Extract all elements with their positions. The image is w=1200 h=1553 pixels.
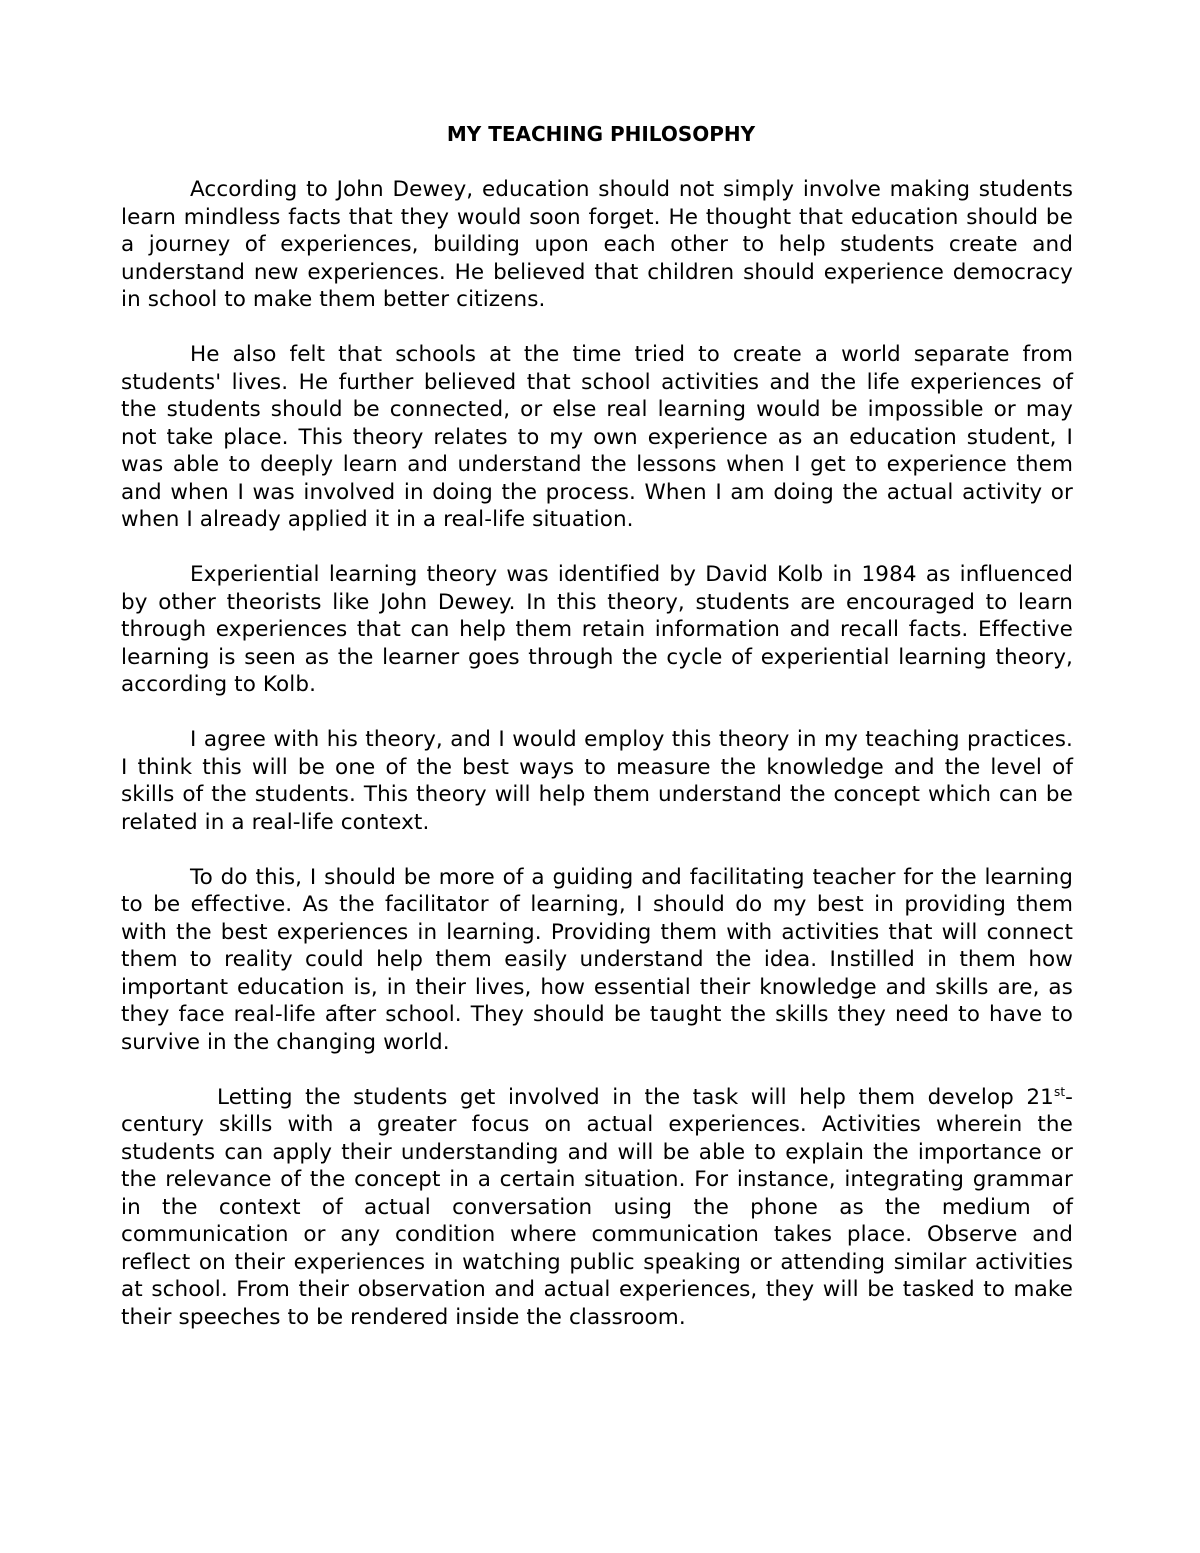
paragraph-2: He also felt that schools at the time tried to create a world separate from students' lives. He further believed that school activities and the life experiences of the students should be connected, or else real learning would be impossible or may not take place. This theory relates to my own experience as an education student, I was able to deeply learn and understand the lessons when I get to experience them and when I was involved in doing the process. When I am doing the actual activity or when I already applied it in a real-life situation. [121, 342, 1073, 532]
paragraph-6-rest: -century skills with a greater focus on actual experiences. Activities wherein the students can apply their understanding and will be able to explain the importance or the relevance of the concept in a certain situation. For instance, integrating grammar in the context of actual conversation using the phone as the medium of communication or any condition where communication takes place. Observe and reflect on their experiences in watching public speaking or attending similar activities at school. From their observation and actual experiences, they will be tasked to make their speeches to be rendered inside the classroom. [121, 1084, 1073, 1330]
paragraph-6 [121, 1084, 1073, 1332]
paragraph-3: Experiential learning theory was identified by David Kolb in 1984 as influenced by other theorists like John Dewey. In this theory, students are encouraged to learn through experiences that can help them retain information and recall facts. Effective learning is seen as the learner goes through the cycle of experiential learning theory, according to Kolb. [121, 562, 1073, 697]
ordinal-superscript: st [1053, 1084, 1066, 1099]
page-title: MY TEACHING PHILOSOPHY [446, 122, 756, 146]
document-page [121, 120, 1073, 1359]
paragraph-5: To do this, I should be more of a guiding and facilitating teacher for the learning to be effective. As the facilitator of learning, I should do my best in providing them with the best experiences in learning. Providing them with activities that will connect them to reality could help them easily understand the idea. Instilled in them how important education is, in their lives, how essential their knowledge and skills are, as they face real-life after school. They should be taught the skills they need to have to survive in the changing world. [121, 864, 1073, 1055]
paragraph-4: I agree with his theory, and I would employ this theory in my teaching practices. I think this will be one of the best ways to measure the knowledge and the level of skills of the students. This theory will help them understand the concept which can be related in a real-life context. [121, 727, 1073, 835]
paragraph-1: According to John Dewey, education should not simply involve making students learn mindless facts that they would soon forget. He thought that education should be a journey of experiences, building upon each other to help students create and understand new experiences. He believed that children should experience democracy in school to make them better citizens. [121, 177, 1073, 312]
paragraph-6-lead: Letting the students get involved in the task will help them develop 21 [217, 1084, 1054, 1110]
